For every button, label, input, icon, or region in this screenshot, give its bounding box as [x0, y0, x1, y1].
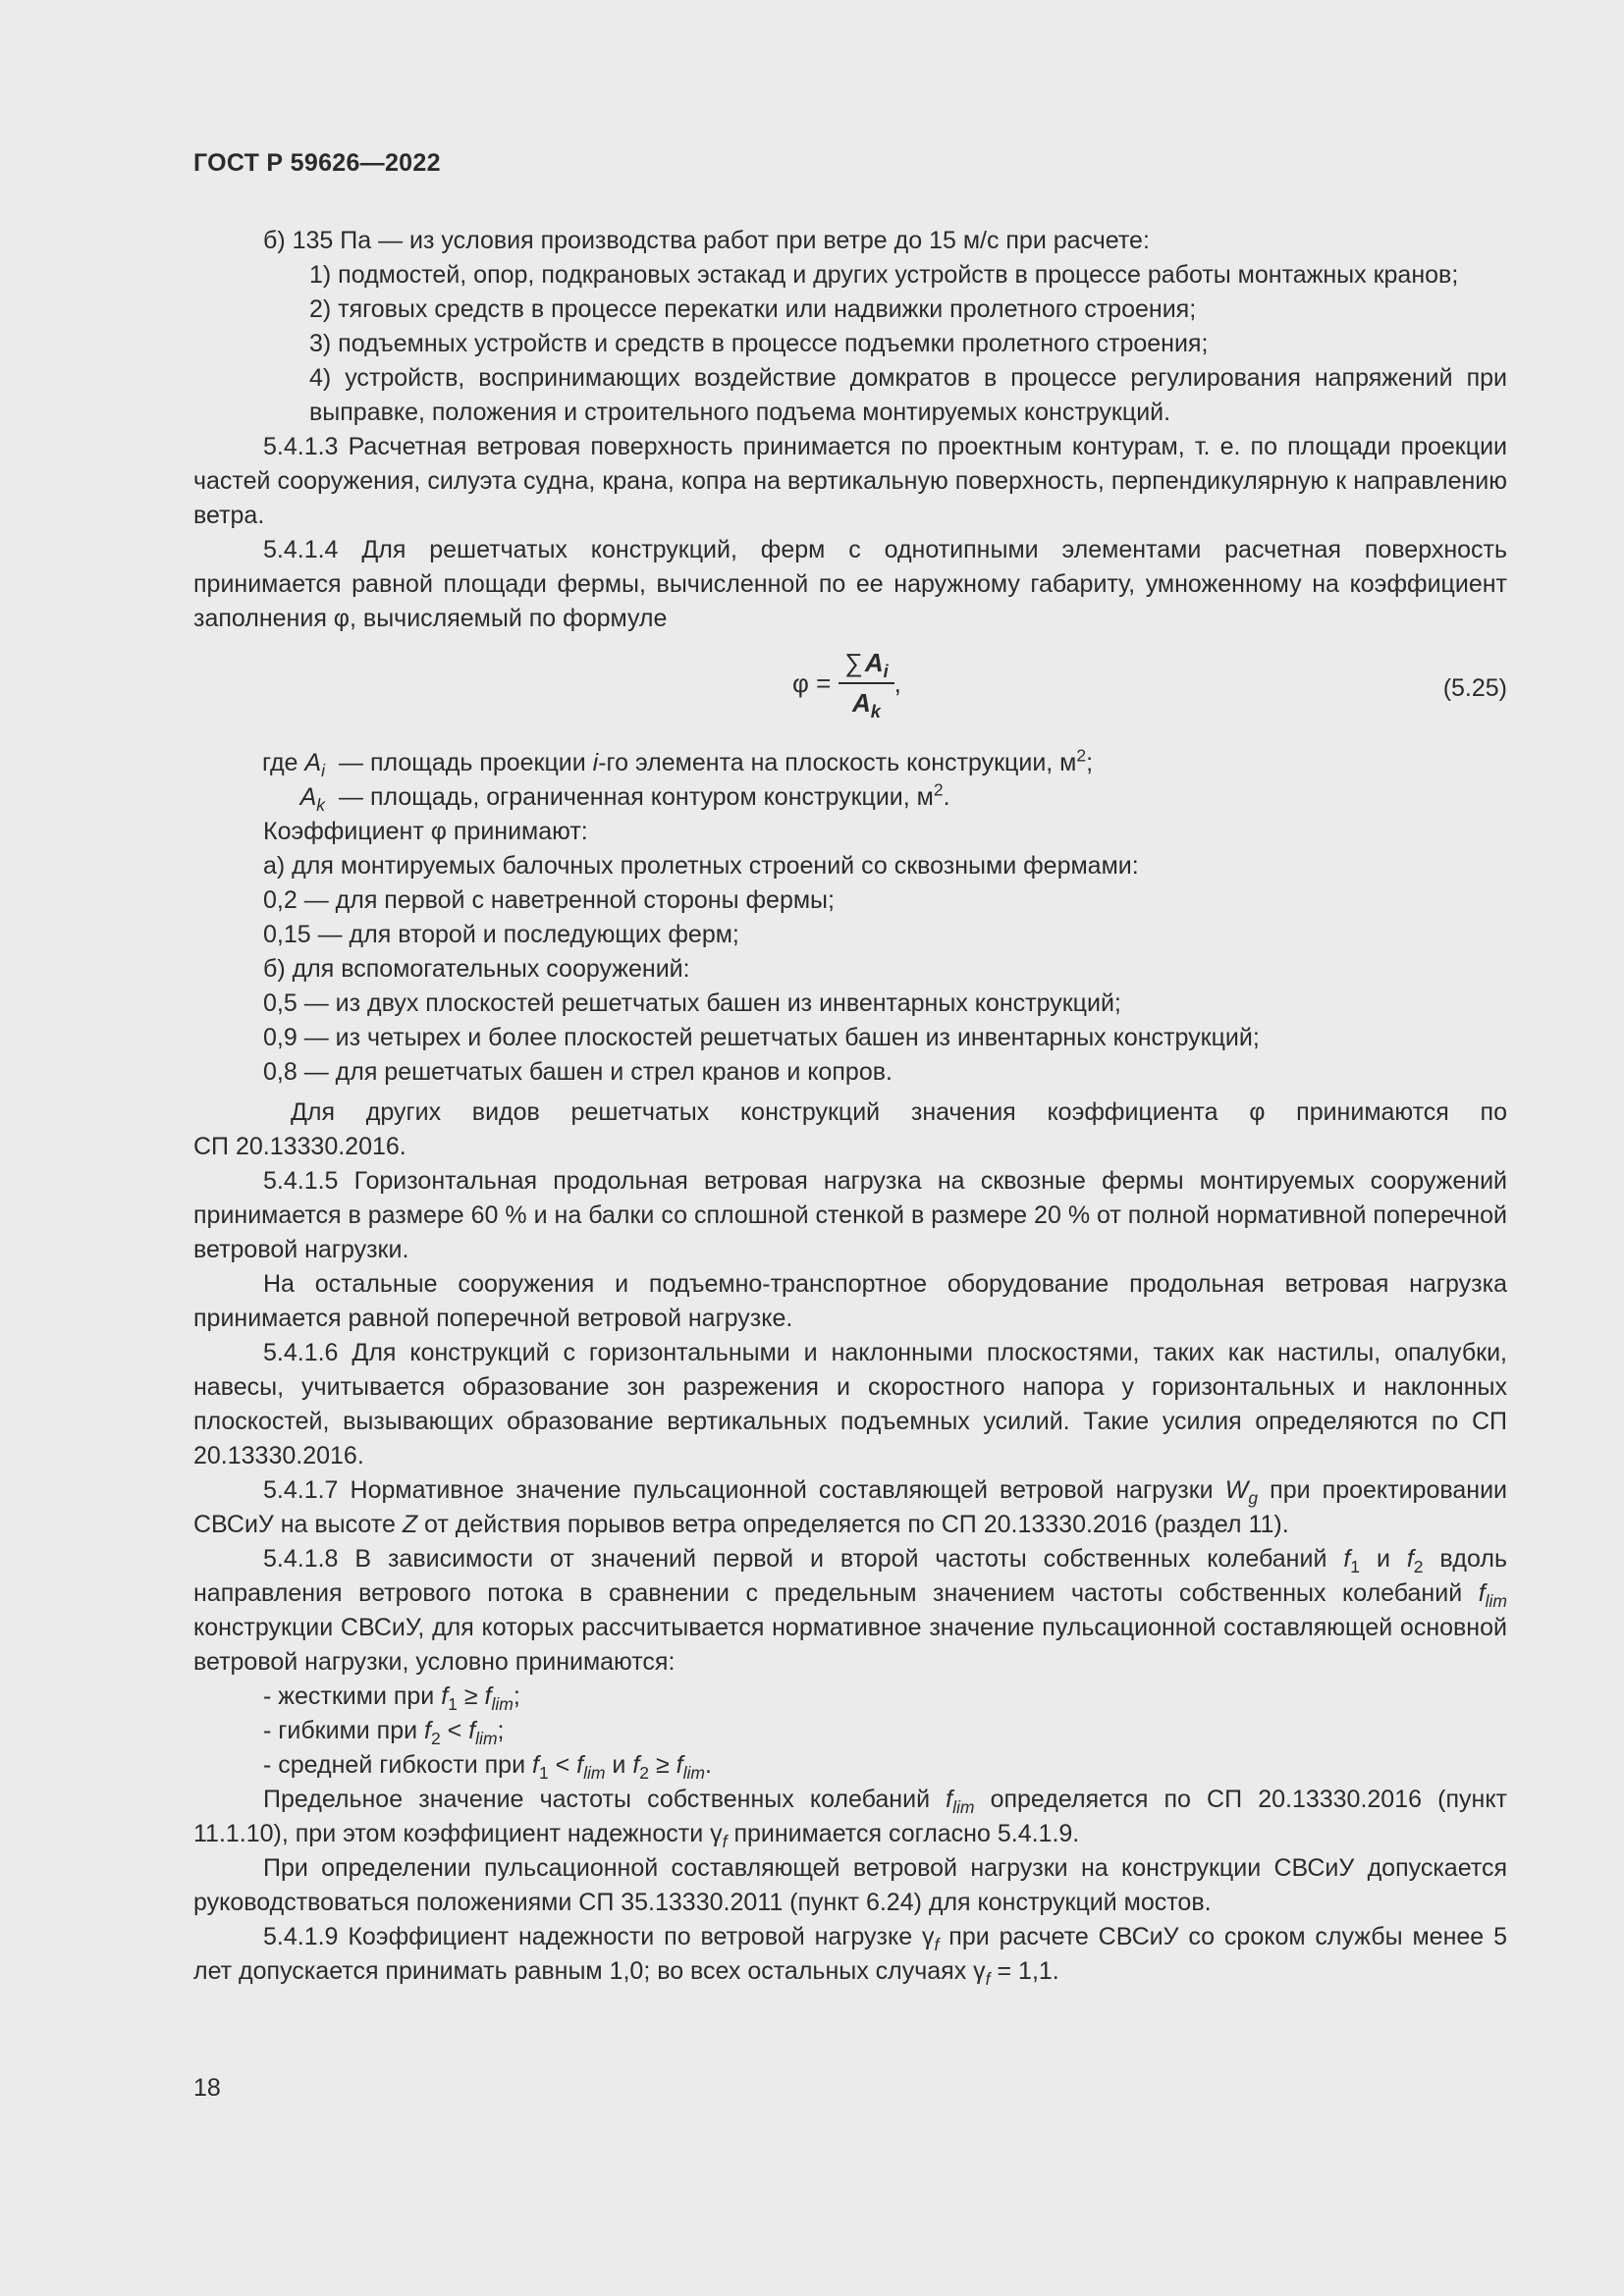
- formula-num-sub: i: [883, 662, 889, 682]
- p5418-a: 5.4.1.8 В зависимости от значений первой и второй частоты собственных колебаний: [263, 1545, 1344, 1573]
- p5418-b: вдоль направления ветрового потока в сравнении с предельным значением частоты собственных колебаний: [193, 1545, 1507, 1607]
- list-subitem-3: 3) подъемных устройств и средств в процессе подъемки пролетного строения;: [309, 330, 1209, 357]
- limit-g: γ: [710, 1820, 723, 1847]
- p5419-a: 5.4.1.9 Коэффициент надежности по ветровой нагрузке: [263, 1923, 923, 1950]
- formula-tail: ,: [893, 667, 901, 698]
- p5419-g2: γ: [973, 1957, 986, 1985]
- paragraph-5-4-1-4: 5.4.1.4 Для решетчатых конструкций, ферм с однотипными элементами расчетная поверхность принимается равной площади фермы, вычисленной по ее наружному габариту, умноженному на коэффициент заполнения φ, вычисляемый по формуле: [193, 536, 1507, 632]
- mid-f2: f: [632, 1751, 640, 1779]
- p5417-c: от действия порывов ветра определяется по СП 20.13330.2016 (раздел 11).: [417, 1511, 1289, 1538]
- flex-f: f: [424, 1717, 431, 1744]
- value-a2: 0,15 — для второй и последующих ферм;: [263, 921, 739, 948]
- p5418-f1: f: [1343, 1545, 1351, 1573]
- formula-lhs: φ =: [792, 667, 832, 698]
- where1-pre: — площадь проекции: [339, 749, 593, 776]
- paragraph-limit-frequency: [193, 1783, 1507, 1851]
- limit-a: Предельное значение частоты собственных колебаний: [263, 1786, 947, 1813]
- hard-ls: lim: [491, 1694, 514, 1714]
- flex-op: <: [440, 1717, 469, 1744]
- p5418-f2s: 2: [1413, 1557, 1424, 1576]
- where1-post: -го элемента на плоскость конструкции, м: [598, 749, 1077, 776]
- formula-denominator: [852, 684, 881, 721]
- mid-op2: ≥: [649, 1751, 677, 1779]
- where1-sup: 2: [1076, 745, 1087, 766]
- condition-medium: [193, 1748, 1507, 1783]
- mid-f1s: 1: [538, 1763, 549, 1783]
- paragraph-5-4-1-7: [193, 1473, 1507, 1542]
- paragraph-5-4-1-5b: На остальные сооружения и подъемно-транспортное оборудование продольная ветровая нагрузка принимается равной поперечной ветровой нагрузке.: [193, 1270, 1507, 1332]
- where-block: [193, 746, 1507, 815]
- limit-b: определяется по СП 20.13330.2016 (пункт 11.1.10), при этом коэффициент надежности: [193, 1786, 1507, 1847]
- mid-a: - средней гибкости при: [263, 1751, 532, 1779]
- p5417-z: Z: [402, 1511, 418, 1538]
- where2-text: — площадь, ограниченная контуром конструкции, м: [339, 783, 934, 811]
- p5417-g: g: [1248, 1488, 1259, 1508]
- condition-flexible: [193, 1714, 1507, 1748]
- other-types-line1: Для других видов решетчатых конструкций значения коэффициента φ принимаются по: [291, 1098, 1507, 1126]
- hard-l: f: [484, 1682, 492, 1710]
- p5417-w: W: [1224, 1476, 1249, 1504]
- formula-numerator: [839, 646, 893, 684]
- where1-symbol: A: [304, 749, 322, 776]
- limit-fs: lim: [952, 1797, 975, 1817]
- where1-i: i: [592, 749, 599, 776]
- formula-number: (5.25): [1442, 674, 1507, 702]
- hard-f: f: [441, 1682, 449, 1710]
- formula-den-var: A: [852, 688, 871, 718]
- list-item-b2: б) для вспомогательных сооружений:: [263, 955, 690, 983]
- p5418-fl: f: [1478, 1579, 1486, 1607]
- hard-end: ;: [513, 1682, 520, 1710]
- where1-sub: i: [321, 761, 325, 780]
- where1-end: ;: [1086, 749, 1094, 776]
- p5418-fls: lim: [1485, 1591, 1507, 1611]
- p5419-g: γ: [922, 1923, 935, 1950]
- p5417-b: при проектировании СВСиУ на высоте: [193, 1476, 1507, 1538]
- mid-op1: <: [548, 1751, 577, 1779]
- flex-end: ;: [497, 1717, 505, 1744]
- p5417-a: 5.4.1.7 Нормативное значение пульсационной составляющей ветровой нагрузки: [263, 1476, 1225, 1504]
- value-b22: 0,9 — из четырех и более плоскостей решетчатых башен из инвентарных конструкций;: [263, 1024, 1260, 1051]
- p5419-gs: f: [934, 1935, 940, 1954]
- limit-f: f: [946, 1786, 953, 1813]
- where-symbol-1: [193, 746, 339, 780]
- paragraph-5-4-1-3: 5.4.1.3 Расчетная ветровая поверхность принимается по проектным контурам, т. е. по площади проекции частей сооружения, силуэта судна, крана, копра на вертикальную поверхность, перпендикулярную к направлению ветра.: [193, 433, 1507, 529]
- formula-num-var: A: [864, 648, 884, 677]
- formula-fraction: [839, 646, 893, 721]
- page-number: 18: [193, 2074, 221, 2102]
- limit-c: принимается согласно 5.4.1.9.: [727, 1820, 1080, 1847]
- paragraph-5-4-1-9: [193, 1920, 1507, 1989]
- mid-and: и: [605, 1751, 633, 1779]
- paragraph-pulse: При определении пульсационной составляющей ветровой нагрузки на конструкции СВСиУ допускается руководствоваться положениями СП 35.13330.2011 (пункт 6.24) для конструкций мостов.: [193, 1854, 1507, 1916]
- where2-symbol: A: [299, 783, 317, 811]
- value-b23: 0,8 — для решетчатых башен и стрел кранов и копров.: [263, 1058, 893, 1086]
- paragraph-5-4-1-5: 5.4.1.5 Горизонтальная продольная ветровая нагрузка на сквозные фермы монтируемых сооружений принимается в размере 60 % и на балки со сплошной стенкой в размере 20 % от полной нормативной поперечной ветровой нагрузки.: [193, 1167, 1507, 1263]
- other-types-line2: СП 20.13330.2016.: [193, 1133, 406, 1160]
- list-item-b: б) 135 Па — из условия производства работ при ветре до 15 м/с при расчете:: [263, 227, 1150, 254]
- formula-den-sub: k: [870, 702, 881, 722]
- sum-symbol: ∑: [844, 648, 863, 677]
- list-subitem-4: 4) устройств, воспринимающих воздействие домкратов в процессе регулирования напряжений при выправке, положения и строительного подъема монтируемых конструкций.: [309, 364, 1507, 426]
- value-b21: 0,5 — из двух плоскостей решетчатых башен из инвентарных конструкций;: [263, 989, 1121, 1017]
- where-definition-2: [339, 780, 1507, 815]
- limit-gs: f: [722, 1832, 728, 1851]
- flex-a: - гибкими при: [263, 1717, 425, 1744]
- mid-l2s: lim: [682, 1763, 705, 1783]
- p5419-g2s: f: [985, 1969, 991, 1989]
- list-item-a: а) для монтируемых балочных пролетных строений со сквозными фермами:: [263, 852, 1139, 880]
- hard-fs: 1: [448, 1694, 458, 1714]
- coef-intro: Коэффициент φ принимают:: [263, 818, 588, 845]
- value-a1: 0,2 — для первой с наветренной стороны фермы;: [263, 886, 835, 914]
- p5418-c: конструкции СВСиУ, для которых рассчитывается нормативное значение пульсационной составляющей основной ветровой нагрузки, условно принимаются:: [193, 1614, 1507, 1676]
- p5418-f1s: 1: [1350, 1557, 1361, 1576]
- flex-ls: lim: [475, 1729, 498, 1748]
- list-subitem-2: 2) тяговых средств в процессе перекатки или надвижки пролетного строения;: [309, 295, 1197, 323]
- where2-end: .: [943, 783, 950, 811]
- p5418-and: и: [1360, 1545, 1407, 1573]
- paragraph-5-4-1-6: 5.4.1.6 Для конструкций с горизонтальными и наклонными плоскостями, таких как настилы, опалубки, навесы, учитывается образование зон разрежения и скоростного напора у горизонтальных и наклонных плоскостей, вызывающих образование вертикальных подъемных усилий. Такие усилия определяются по СП 20.13330.2016.: [193, 1339, 1507, 1469]
- mid-l1: f: [576, 1751, 584, 1779]
- hard-a: - жесткими при: [263, 1682, 442, 1710]
- p5419-c: = 1,1.: [990, 1957, 1059, 1985]
- document-header-title: ГОСТ Р 59626—2022: [193, 149, 441, 177]
- paragraph-5-4-1-8: [193, 1542, 1507, 1680]
- hard-op: ≥: [457, 1682, 485, 1710]
- mid-f2s: 2: [639, 1763, 650, 1783]
- where-definition-1: [339, 746, 1507, 780]
- where2-sup: 2: [933, 779, 944, 800]
- formula-expression: [792, 646, 901, 721]
- formula-5-25: [193, 642, 1507, 736]
- where-word: где: [261, 749, 298, 776]
- flex-fs: 2: [430, 1729, 441, 1748]
- mid-end: .: [704, 1751, 712, 1779]
- flex-l: f: [468, 1717, 476, 1744]
- mid-l2: f: [676, 1751, 683, 1779]
- p5418-f2: f: [1406, 1545, 1414, 1573]
- list-subitem-1: 1) подмостей, опор, подкрановых эстакад и других устройств в процессе работы монтажных кранов;: [309, 261, 1459, 289]
- document-body: [193, 224, 1507, 1989]
- condition-hard: [193, 1680, 1507, 1714]
- p5419-b: при расчете СВСиУ со сроком службы менее 5 лет допускается принимать равным 1,0; во всех остальных случаях: [193, 1923, 1507, 1985]
- mid-l1s: lim: [583, 1763, 606, 1783]
- mid-f1: f: [531, 1751, 539, 1779]
- where-symbol-2: [193, 780, 339, 815]
- where2-sub: k: [316, 795, 325, 815]
